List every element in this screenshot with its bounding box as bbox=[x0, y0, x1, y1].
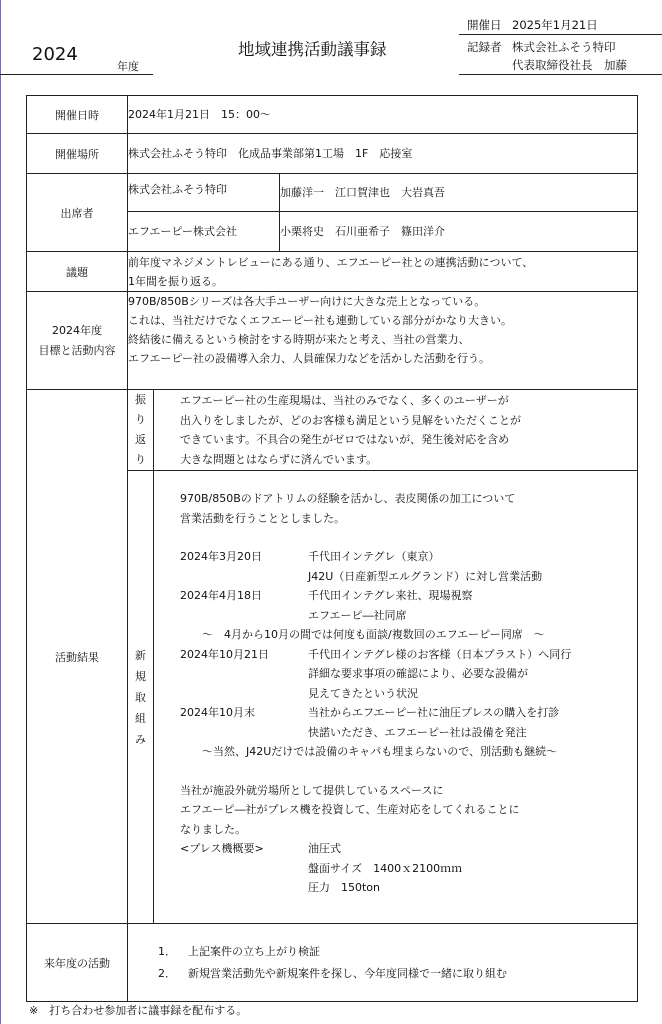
goals-text bbox=[128, 292, 638, 390]
event-1-line-1: 千代田インテグレ（東京） bbox=[308, 550, 440, 563]
row-attendees-1 bbox=[27, 174, 638, 212]
goals-line-3: 終結後に備えるという検討をする時期が来たと考え、当社の営業力、 bbox=[128, 333, 470, 346]
event-2-line-2: エフエーピ―社同席 bbox=[308, 608, 407, 622]
row-agenda bbox=[27, 252, 638, 292]
review-line-4: 大きな問題とはならずに済んでいます。 bbox=[180, 452, 378, 466]
review-text bbox=[154, 390, 638, 471]
attendee-names-2: 小栗将史 石川亜希子 篠田洋介 bbox=[280, 212, 638, 252]
year-number: 2024 bbox=[32, 44, 78, 65]
next-item-2-number: 2． bbox=[158, 966, 176, 980]
event-3 bbox=[180, 645, 637, 704]
next-item-2 bbox=[158, 963, 637, 985]
meeting-date-value: 2025年1月21日 bbox=[512, 18, 598, 32]
datetime-label: 開催日時 bbox=[27, 96, 128, 134]
new-char-3: 取 bbox=[135, 690, 146, 704]
space-para-2: エフエーピ―社がプレス機を投資して、生産対応をしてくれることに bbox=[180, 803, 520, 816]
venue-label: 開催場所 bbox=[27, 134, 128, 174]
review-line-3: できています。不具合の発生がゼロではないが、発生後対応を含め bbox=[180, 433, 510, 446]
event-1-line-2: J42U（日産新型エルグランド）に対し営業活動 bbox=[308, 569, 543, 583]
agenda-label: 議題 bbox=[27, 252, 128, 292]
recorder-company: 株式会社ふそう特印 bbox=[512, 40, 616, 54]
footnote: ※ 打ち合わせ参加者に議事録を配布する。 bbox=[29, 1004, 248, 1017]
event-1 bbox=[180, 547, 637, 586]
review-char-3: 返 bbox=[135, 433, 146, 446]
new-vertical-label bbox=[128, 471, 154, 924]
event-2 bbox=[180, 586, 637, 625]
new-char-2: 規 bbox=[135, 669, 146, 683]
year-underline bbox=[0, 74, 153, 75]
next-year-label: 来年度の活動 bbox=[27, 924, 128, 1002]
recorder-person: 代表取締役社長 加藤 bbox=[512, 58, 627, 72]
event-2-date: 2024年4月18日 bbox=[180, 589, 262, 602]
agenda-text bbox=[128, 252, 638, 292]
row-goals bbox=[27, 292, 638, 390]
row-venue bbox=[27, 134, 638, 174]
review-line-2: 出入りをしましたが、どのお客様も満足という見解をいただくことが bbox=[180, 413, 521, 427]
goals-label-line-2: 目標と活動内容 bbox=[38, 343, 116, 357]
event-3-line-2: 詳細な要求事項の確認により、必要な設備が bbox=[308, 667, 528, 680]
new-initiatives-text bbox=[154, 471, 638, 924]
press-pressure: 圧力 150ton bbox=[308, 881, 381, 894]
event-4-line-1: 当社からエフエーピー社に油圧プレスの購入を打診 bbox=[308, 706, 560, 719]
new-intro-1: 970B/850Bのドアトリムの経験を活かし、表皮関係の加工について bbox=[180, 492, 516, 505]
agenda-line-1: 前年度マネジメントレビューにある通り、エフエーピー社との連携活動について、 bbox=[128, 255, 534, 269]
year-label: 年度 bbox=[117, 60, 139, 73]
date-underline bbox=[459, 34, 662, 35]
review-vertical-label bbox=[128, 390, 154, 471]
event-4 bbox=[180, 703, 637, 742]
press-size: 盤面サイズ 1400ｘ2100ｍｍ bbox=[308, 861, 463, 875]
event-2-line-1: 千代田インテグレ来社、現場視察 bbox=[308, 589, 473, 602]
event-4-date: 2024年10月末 bbox=[180, 706, 255, 719]
next-item-1-number: 1． bbox=[158, 944, 176, 958]
press-type: 油圧式 bbox=[308, 842, 341, 855]
press-overview bbox=[180, 839, 637, 898]
next-item-1 bbox=[158, 941, 637, 963]
row-results-review bbox=[27, 390, 638, 471]
goals-line-1: 970B/850Bシリーズは各大手ユーザー向けに大きな売上となっている。 bbox=[128, 295, 486, 308]
page-title: 地域連携活動議事録 bbox=[238, 40, 387, 59]
event-4-note: 〜当然、J42Uだけでは設備のキャパも埋まらないので、別活動も継続〜 bbox=[202, 745, 558, 758]
space-para-1: 当社が施設外就労場所として提供しているスペースに bbox=[180, 783, 444, 797]
datetime-value: 2024年1月21日 15：00〜 bbox=[128, 96, 638, 134]
review-char-1: 振 bbox=[135, 393, 146, 406]
goals-line-2: これは、当社だけでなくエフエーピー社も連動している部分がかなり大きい。 bbox=[128, 314, 513, 327]
review-char-2: り bbox=[135, 413, 146, 426]
next-year-items bbox=[128, 924, 638, 1002]
goals-line-4: エフエーピー社の設備導入余力、人員確保力などを活かした活動を行う。 bbox=[128, 352, 491, 365]
review-char-4: り bbox=[135, 453, 146, 466]
recorder-label: 記録者 bbox=[467, 40, 502, 54]
agenda-line-2: 1年間を振り返る。 bbox=[128, 274, 223, 288]
space-para-3: なりました。 bbox=[180, 822, 246, 836]
page-left-rule bbox=[0, 0, 1, 1024]
goals-label bbox=[27, 292, 128, 390]
attendee-names-1: 加藤洋一 江口賀津也 大岩真吾 bbox=[280, 174, 638, 212]
event-4-line-2: 快諾いただき、エフエーピー社は設備を発注 bbox=[308, 725, 527, 739]
row-next-year bbox=[27, 924, 638, 1002]
new-char-5: み bbox=[135, 732, 146, 746]
event-2-note: 〜 4月から10月の間では何度も面談/複数回のエフエーピー同席 〜 bbox=[202, 628, 545, 641]
new-char-4: 組 bbox=[135, 711, 146, 725]
next-item-1-text: 上記案件の立ち上がり検証 bbox=[188, 944, 320, 958]
venue-value: 株式会社ふそう特印 化成品事業部第1工場 1F 応接室 bbox=[128, 134, 638, 174]
next-item-2-text: 新規営業活動先や新規案件を探し、今年度同様で一緒に取り組む bbox=[188, 966, 507, 980]
review-line-1: エフエーピー社の生産現場は、当社のみでなく、多くのユーザーが bbox=[180, 394, 509, 407]
minutes-table bbox=[26, 95, 638, 1002]
attendee-org-1: 株式会社ふそう特印 bbox=[128, 174, 280, 212]
goals-label-line-1: 2024年度 bbox=[52, 323, 102, 337]
recorder-underline bbox=[459, 74, 662, 75]
new-intro-2: 営業活動を行うこととしました。 bbox=[180, 511, 345, 525]
event-3-line-1: 千代田インテグレ様のお客様（日本プラスト）へ同行 bbox=[308, 647, 572, 661]
attendee-org-2: エフエーピー株式会社 bbox=[128, 212, 280, 252]
attendees-label: 出席者 bbox=[27, 174, 128, 252]
event-1-date: 2024年3月20日 bbox=[180, 550, 262, 563]
row-datetime bbox=[27, 96, 638, 134]
press-label: <プレス機概要> bbox=[180, 842, 264, 855]
new-char-1: 新 bbox=[135, 648, 146, 662]
event-3-line-3: 見えてきたという状況 bbox=[308, 686, 418, 700]
meeting-date-label: 開催日 bbox=[467, 18, 502, 32]
event-3-date: 2024年10月21日 bbox=[180, 647, 269, 661]
results-label: 活動結果 bbox=[27, 390, 128, 924]
